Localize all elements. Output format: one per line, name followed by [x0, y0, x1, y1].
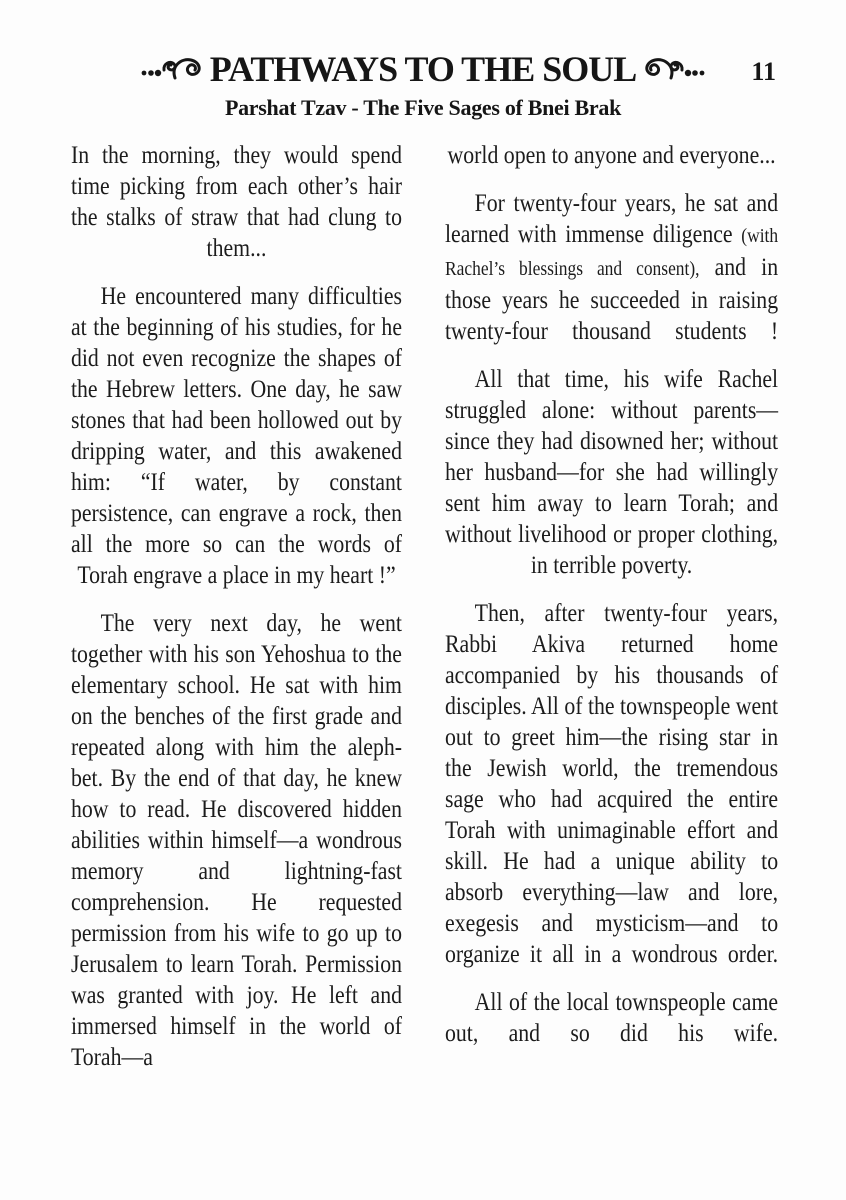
- text-run: He encountered many difficulties at the beginning of his studies, for he did not even recognize the shapes of the Hebrew letters. One day, he saw stones that had been hollowed out by dripping water, and this awakened him: “If water, by constant persistence, can engrave a rock, then all the more so can the words of Torah engrave a place in my heart !”: [71, 283, 402, 589]
- text-run: and in those years he succeeded in raising twenty-four thousand students !: [445, 254, 779, 345]
- title-row: [0, 48, 846, 90]
- page-header: [0, 0, 846, 121]
- parenthetical-note: (with Rachel’s blessings and consent),: [445, 225, 779, 280]
- right-column: [445, 140, 778, 1066]
- paragraph: [445, 598, 778, 970]
- text-run: All of the local townspeople came out, and so did his wife.: [445, 989, 779, 1047]
- chapter-subtitle: Parshat Tzav - The Five Sages of Bnei Brak: [224, 95, 622, 120]
- left-column: [71, 140, 402, 1090]
- text-run: In the morning, they would spend time picking from each other’s hair the stalks of straw that had clung to them...: [71, 142, 402, 262]
- paragraph: [445, 364, 778, 581]
- paragraph: [445, 188, 778, 347]
- paragraph: [71, 140, 402, 264]
- page-number: 11: [751, 57, 776, 86]
- flourish-right-icon: [643, 54, 705, 84]
- text-run: world open to anyone and everyone...: [447, 142, 776, 169]
- paragraph: [71, 608, 402, 1073]
- text-run: The very next day, he went together with his son Yehoshua to the elementary school. He sat with him on the benches of the first grade and repeated along with him the aleph-bet. By the end of that day, he knew how to read. He discovered hidden abilities within himself—a wondrous memory and lightning-fast comprehension. He requested permission from his wife to go up to Jerusalem to learn Torah. Permission was granted with joy. He left and immersed himself in the world of Torah—a: [71, 610, 402, 1071]
- paragraph: [445, 140, 778, 171]
- flourish-left-icon: [141, 54, 203, 84]
- paragraph: [71, 281, 402, 591]
- paragraph: [445, 987, 778, 1049]
- text-run: All that time, his wife Rachel struggled alone: without parents—since they had disowned her; without her husband—for she had willingly sent him away to learn Torah; and without livelihood or proper clothing, in terrible poverty.: [445, 366, 779, 579]
- book-title: PATHWAYS TO THE SOUL: [209, 49, 637, 89]
- text-run: For twenty-four years, he sat and learned with immense diligence: [445, 190, 779, 248]
- text-run: Then, after twenty-four years, Rabbi Akiva returned home accompanied by his thousands of disciples. All of the townspeople went out to greet him—the rising star in the Jewish world, the tremendous sage who had acquired the entire Torah with unimaginable effort and skill. He had a unique ability to absorb everything—law and lore, exegesis and mysticism—and to organize it all in a wondrous order.: [445, 600, 779, 968]
